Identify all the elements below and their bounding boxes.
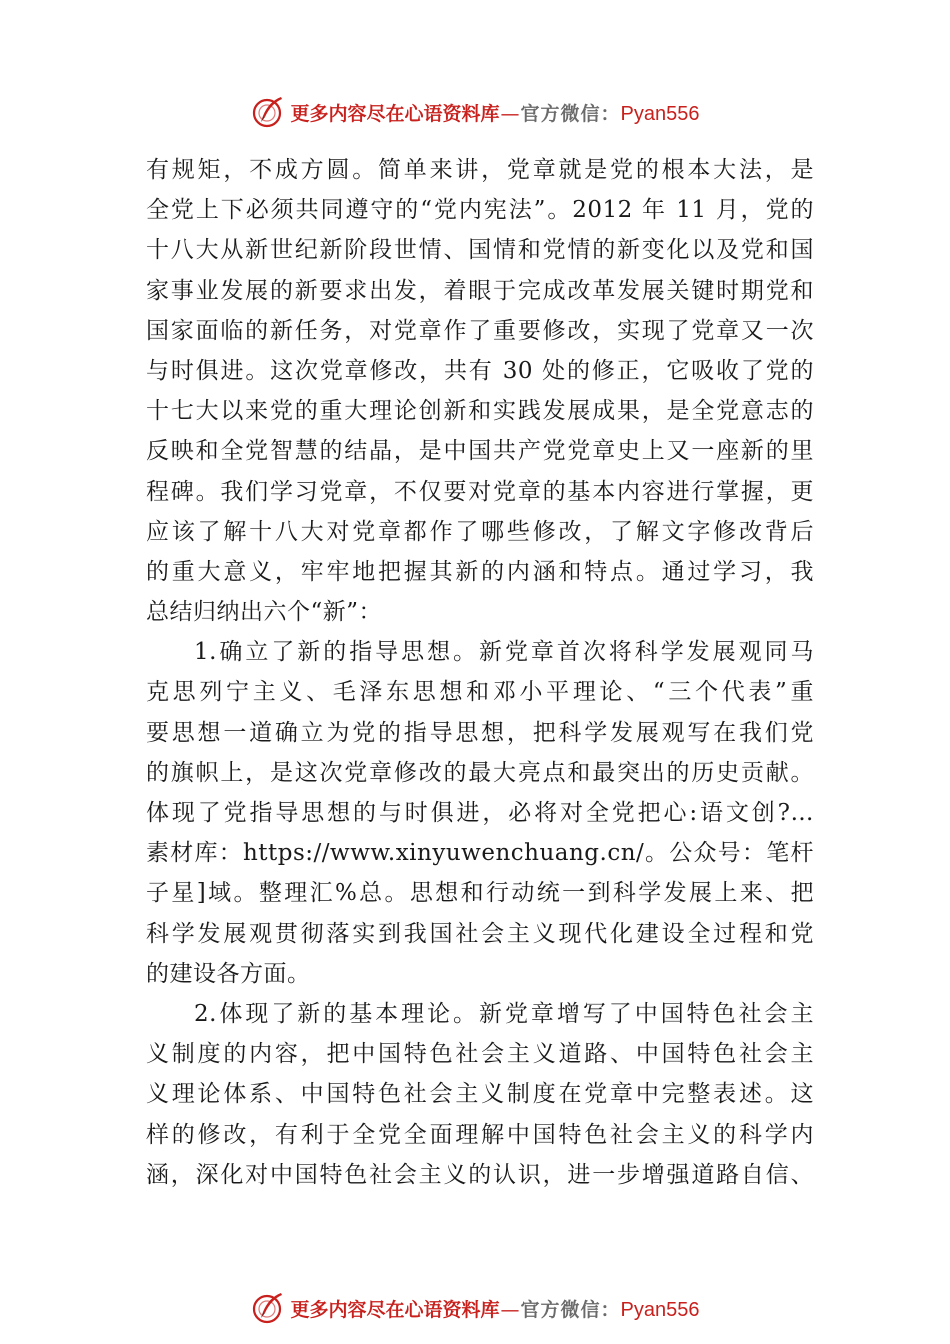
banner-text	[291, 99, 700, 126]
text-line: 义理论体系、中国特色社会主义制度在党章中完整表述。这	[146, 1081, 814, 1108]
feather-pen-seal-icon	[251, 94, 287, 130]
text-line: 素材库：https://www.xinyuwenchuang.cn/。公众号：笔杆	[146, 840, 814, 867]
document-body	[146, 150, 814, 1195]
text-line: 总结归纳出六个“新”：	[146, 599, 383, 626]
paragraph-3	[146, 994, 814, 1195]
feather-pen-seal-icon	[251, 1290, 287, 1326]
text-line: 的旗帜上，是这次党章修改的最大亮点和最突出的历史贡献。	[146, 759, 814, 786]
banner-main-text: 更多内容尽在心语资料库	[290, 1298, 500, 1321]
header-banner	[0, 92, 950, 132]
banner-wechat-id: Pyan556	[620, 102, 700, 125]
paragraph-2	[146, 632, 814, 994]
text-line: 克思列宁主义、毛泽东思想和邓小平理论、“三个代表”重	[146, 679, 814, 706]
footer-banner	[0, 1288, 950, 1328]
text-line: 科学发展观贯彻落实到我国社会主义现代化建设全过程和党	[146, 920, 814, 947]
text-line: 应该了解十八大对党章都作了哪些修改，了解文字修改背后	[146, 518, 814, 545]
text-line: 反映和全党智慧的结晶，是中国共产党党章史上又一座新的里	[146, 438, 814, 465]
text-line: 样的修改，有利于全党全面理解中国特色社会主义的科学内	[146, 1121, 814, 1148]
text-line: 要思想一道确立为党的指导思想，把科学发展观写在我们党	[146, 719, 814, 746]
banner-main-text: 更多内容尽在心语资料库	[290, 102, 500, 125]
text-line: 国家面临的新任务，对党章作了重要修改，实现了党章又一次	[146, 317, 814, 344]
banner-wechat-id: Pyan556	[620, 1298, 700, 1321]
text-line: 有规矩，不成方圆。简单来讲，党章就是党的根本大法，是	[146, 157, 814, 183]
banner-label: 官方微信：	[520, 102, 621, 125]
text-line: 十八大从新世纪新阶段世情、国情和党情的新变化以及党和国	[146, 237, 814, 264]
text-line: 的建设各方面。	[146, 960, 311, 987]
text-line: 义制度的内容，把中国特色社会主义道路、中国特色社会主	[146, 1041, 814, 1068]
banner-label: 官方微信：	[520, 1298, 621, 1321]
text-line: 十七大以来党的重大理论创新和实践发展成果，是全党意志的	[146, 398, 814, 425]
banner-dash: —	[500, 1298, 520, 1321]
text-line: 的重大意义，牢牢地把握其新的内涵和特点。通过学习，我	[146, 558, 814, 585]
text-line: 2.体现了新的基本理论。新党章增写了中国特色社会主	[194, 1000, 814, 1027]
text-line: 与时俱进。这次党章修改，共有 30 处的修正，它吸收了党的	[146, 357, 814, 384]
text-line: 全党上下必须共同遵守的“党内宪法”。2012 年 11 月，党的	[146, 197, 814, 224]
text-line: 家事业发展的新要求出发，着眼于完成改革发展关键时期党和	[146, 277, 814, 304]
text-line: 程碑。我们学习党章，不仅要对党章的基本内容进行掌握，更	[146, 478, 814, 505]
banner-text	[291, 1295, 700, 1322]
text-line: 涵，深化对中国特色社会主义的认识，进一步增强道路自信、	[146, 1161, 814, 1188]
banner-dash: —	[500, 102, 520, 125]
text-line: 体现了党指导思想的与时俱进，必将对全党把心:语文创?…	[146, 800, 814, 826]
text-line: 1.确立了新的指导思想。新党章首次将科学发展观同马	[194, 639, 814, 666]
paragraph-1	[146, 150, 814, 632]
text-line: 子星]域。整理汇%总。思想和行动统一到科学发展上来、把	[146, 880, 814, 907]
